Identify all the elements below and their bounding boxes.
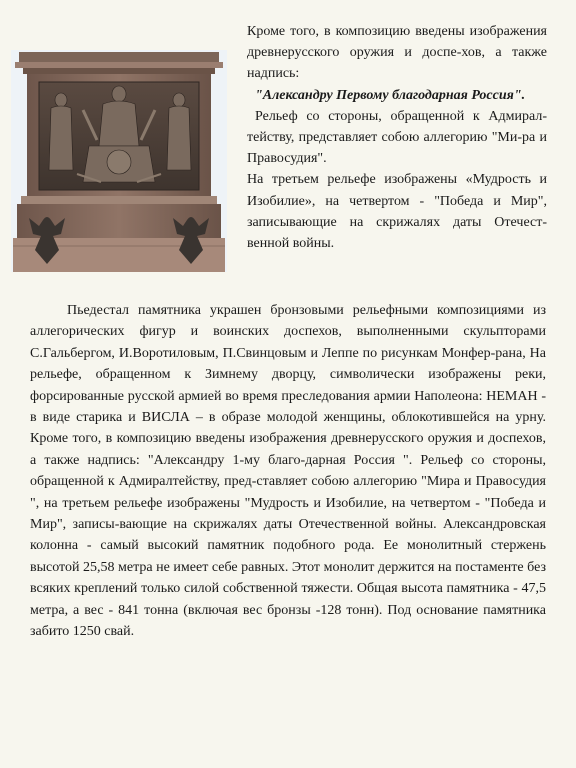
- side-intro: Кроме того, в композицию введены изображения древнерусского оружия и доспе-хов, а также надпись:: [247, 24, 547, 82]
- pedestal-relief-photo: [11, 50, 227, 272]
- side-text-block: [247, 21, 547, 254]
- inscription-quote: "Александру Первому благодарная Россия".: [255, 87, 526, 103]
- side-third-relief-text: На третьем рельефе изображены «Мудрость и Изобилие», на четвертом - "Победа и Мир", записывающие на скрижалях даты Отечест-венной войны.: [247, 172, 547, 252]
- side-relief-text: Рельеф со стороны, обращенной к Адмирал-тейству, представляет собою аллегорию "Ми-ра и Правосудия".: [247, 108, 547, 167]
- main-text-block: [30, 300, 546, 643]
- main-paragraph: Пьедестал памятника украшен бронзовыми рельефными композициями из аллегорических фигур и воинских доспехов, выполненными скульпторами С.Гальбергом, И.Воротиловым, П.Свинцовым и Леппе по рисункам Монфер-рана, На рельефе, обращенном к Зимнему дворцу, символически изображены реки, форсированные русской армией во время преследования армии Наполеона: НЕМАН - в виде старика и ВИСЛА – в образе молодой женщины, облокотившейся на урну. Кроме того, в композицию введены изображения древнерусского оружия и доспехов, а также надпись: "Александру 1-му благо-дарная Россия ". Рельеф со стороны, обращенной к Адмиралтейству, пред-ставляет собою аллегорию "Мира и Правосудия ", на третьем рельефе изображены "Мудрость и Изобилие, на четвертом - "Победа и Мир", записы-вающие на скрижалях даты Отечественной войны. Александровская колонна - самый высокий памятник подобного рода. Ее монолитный стержень высотой 25,58 метра не имеет себе равных. Этот монолит держится на постаменте без всяких креплений только силой собственной тяжести. Общая высота памятника - 47,5 метра, а вес - 841 тонна (включая вес бронзы -128 тонн). Под основание памятника забито 1250 свай.: [30, 303, 546, 640]
